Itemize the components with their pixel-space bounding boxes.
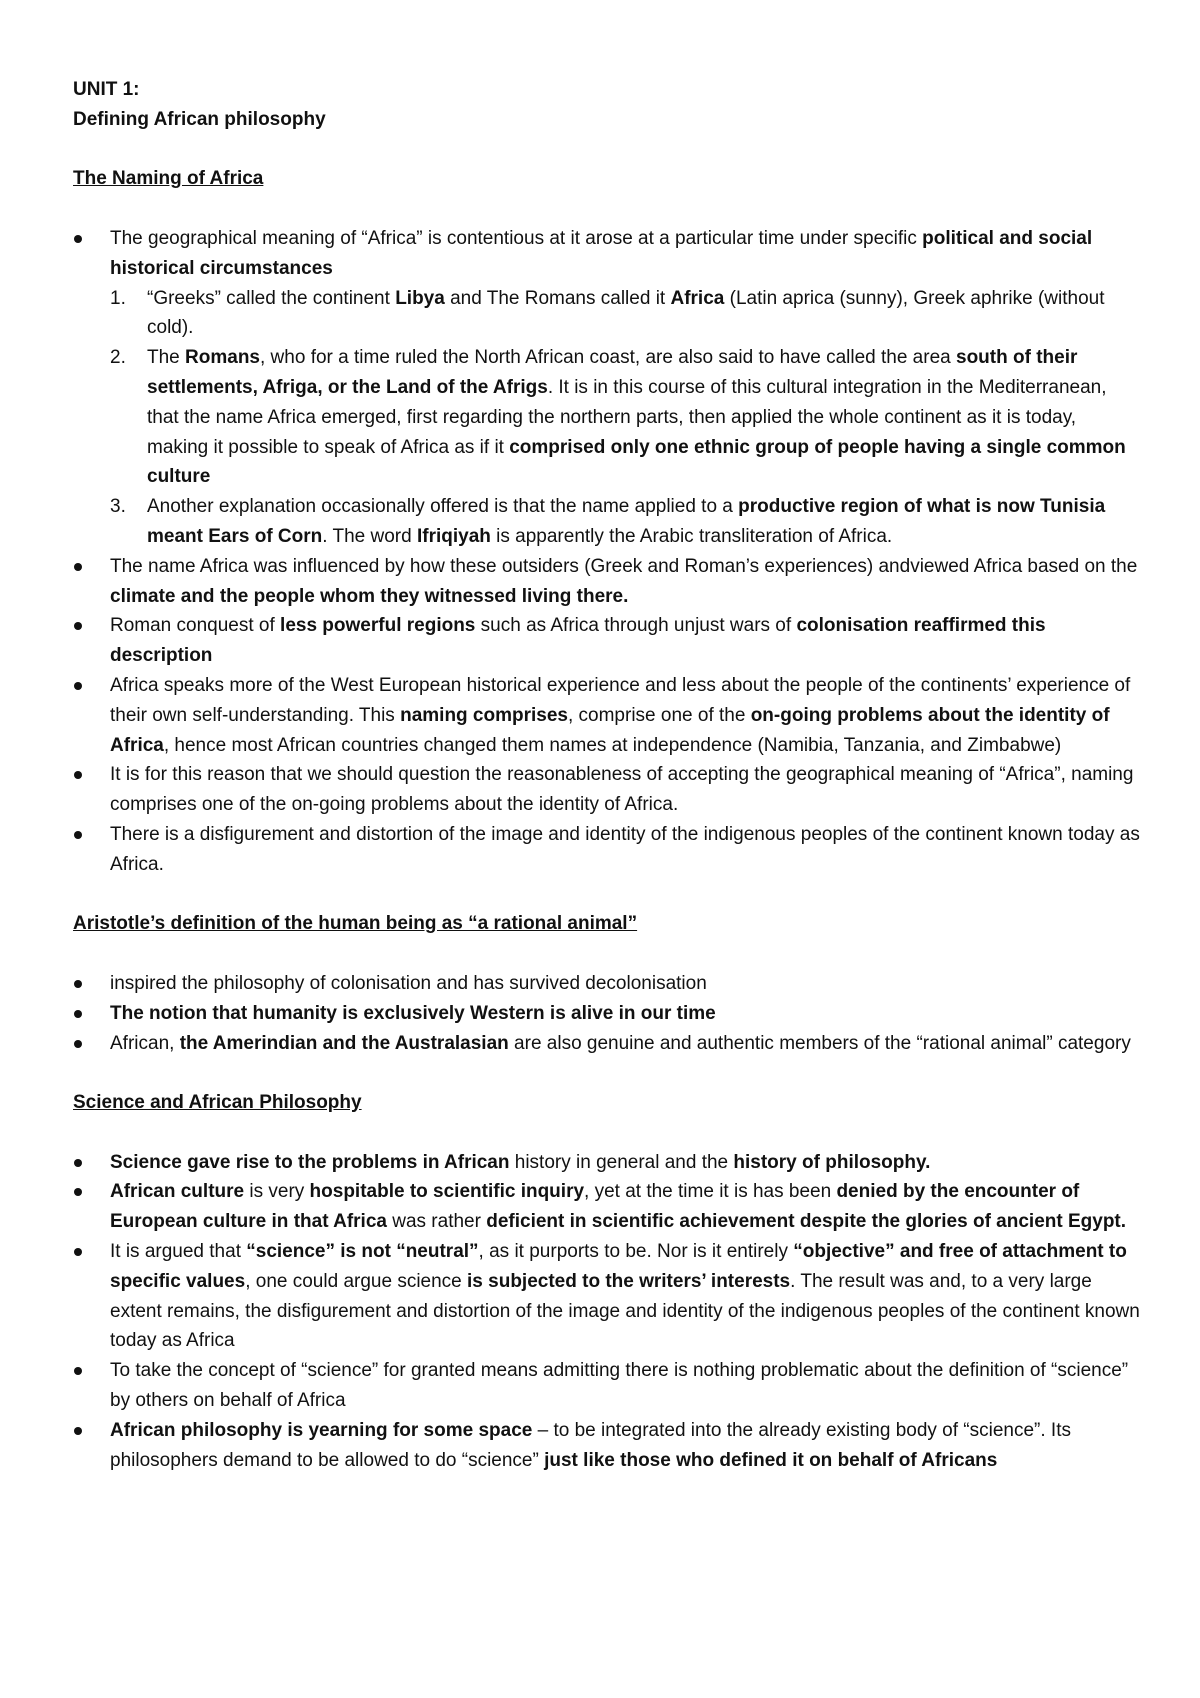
bullet-item (73, 969, 1140, 999)
text-run: are also genuine and authentic members of the “rational animal” category (508, 1032, 1131, 1054)
bold-text: south of their settlements, Afriga, or the Land of the Afrigs (147, 347, 1078, 398)
bold-text: “objective” and free of attachment to specific values (110, 1241, 1127, 1292)
numbered-item (110, 284, 1140, 344)
bullet-item (73, 224, 1140, 552)
text-run: is very (244, 1181, 310, 1203)
document-body (73, 164, 1140, 1475)
bold-text: political and social historical circumstances (110, 227, 1093, 279)
bullet-item (73, 1177, 1140, 1237)
text-run: (Latin aprica (sunny), Greek aphrike (without cold). (147, 287, 1105, 339)
text-run: It is for this reason that we should question the reasonableness of accepting the geographical meaning of “Africa”, naming comprises one of the on-going problems about the identity of Africa. (110, 764, 1134, 816)
bold-text: comprised only one ethnic group of people having a single common culture (147, 436, 1126, 488)
bold-text: naming comprises (400, 704, 568, 726)
bullet-item (73, 1416, 1140, 1476)
bold-text: Libya (395, 287, 445, 309)
bold-text: Romans (185, 347, 260, 369)
bold-text: Science gave rise to the problems in African (110, 1151, 510, 1173)
spacer (73, 1118, 1140, 1148)
spacer (73, 194, 1140, 224)
numbered-item (110, 343, 1140, 492)
bullet-list (73, 969, 1140, 1058)
bold-text: deficient in scientific achievement despite the glories of ancient Egypt. (486, 1211, 1127, 1233)
bullet-item (73, 1356, 1140, 1416)
bullet-item (73, 820, 1140, 880)
text-run: , as it purports to be. Nor is it entirely (478, 1241, 794, 1263)
text-run: , hence most African countries changed them names at independence (Namibia, Tanzania, and Zimbabwe) (163, 734, 1062, 756)
text-run: The (147, 347, 186, 369)
text-run: . The word (322, 525, 417, 547)
bold-text: is subjected to the writers’ interests (467, 1270, 791, 1292)
bullet-item (73, 552, 1140, 612)
bold-text: Ifriqiyah (416, 525, 491, 547)
text-run: such as Africa through unjust wars of (475, 615, 797, 637)
text-run: The name Africa was influenced by how these outsiders (Greek and Roman’s experiences) andviewed Africa based on the (110, 555, 1138, 577)
bold-text: climate and the people whom they witnessed living there. (110, 585, 629, 607)
bold-text: on-going problems about the identity of Africa (110, 704, 1110, 756)
text-run: . The result was and, to a very large extent remains, the disfigurement and distortion of the image and identity of the indigenous peoples of the continent known today as Africa (110, 1270, 1140, 1352)
spacer (73, 135, 1140, 165)
section-heading: Science and African Philosophy (73, 1092, 362, 1114)
bullet-item (73, 1148, 1140, 1178)
text-run: Another explanation occasionally offered is that the name applied to a (147, 496, 739, 518)
text-run: inspired the philosophy of colonisation and has survived decolonisation (110, 972, 707, 994)
bold-text: hospitable to scientific inquiry (309, 1181, 585, 1203)
bold-text: The notion that humanity is exclusively Western is alive in our time (110, 1002, 716, 1024)
spacer (73, 1058, 1140, 1088)
text-run: and The Romans called it (444, 287, 671, 309)
text-run: “Greeks” called the continent (147, 287, 396, 309)
section-heading: The Naming of Africa (73, 168, 264, 190)
text-run: was rather (386, 1211, 487, 1233)
numbered-item (110, 492, 1140, 552)
bold-text: productive region of what is now Tunisia meant Ears of Corn (147, 496, 1106, 547)
text-run: is apparently the Arabic transliteration of Africa. (490, 525, 893, 547)
text-run: , yet at the time it is has been (584, 1181, 837, 1203)
bullet-list (73, 224, 1140, 880)
bullet-item (73, 1029, 1140, 1059)
text-run: Roman conquest of (110, 615, 281, 637)
bullet-item (73, 999, 1140, 1029)
text-run: To take the concept of “science” for granted means admitting there is nothing problematic about the definition of “science” by others on behalf of Africa (110, 1360, 1129, 1412)
text-run: Africa speaks more of the West European historical experience and less about the people of the continents’ experience of their own self-understanding. This (110, 674, 1131, 726)
bold-text: “science” is not “neutral” (246, 1241, 479, 1263)
text-run: , comprise one of the (567, 704, 751, 726)
item-number: 1. (110, 287, 126, 309)
bold-text: colonisation reaffirmed this description (110, 615, 1046, 667)
bold-text: less powerful regions (280, 615, 476, 637)
bold-text: history of philosophy. (733, 1151, 931, 1173)
bullet-item (73, 760, 1140, 820)
bullet-list (73, 1148, 1140, 1476)
bold-text: African culture (110, 1181, 245, 1203)
text-run: , one could argue science (245, 1270, 468, 1292)
bold-text: Africa (670, 287, 725, 309)
text-run: . It is in this course of this cultural integration in the Mediterranean, that the name Africa emerged, first regarding the northern parts, then applied the whole continent as it is today, making it possible to speak of Africa as if it (147, 376, 1107, 458)
text-run: history in general and the (509, 1151, 734, 1173)
unit-label: UNIT 1: (73, 79, 140, 100)
text-run: – to be integrated into the already existing body of “science”. Its philosophers demand to be allowed to do “science” (110, 1419, 1071, 1471)
bold-text: African philosophy is yearning for some space (110, 1419, 533, 1441)
text-run: There is a disfigurement and distortion of the image and identity of the indigenous peoples of the continent known today as Africa. (110, 823, 1140, 875)
bold-text: the Amerindian and the Australasian (179, 1032, 509, 1054)
text-run: African, (110, 1032, 180, 1054)
page-title: Defining African philosophy (73, 108, 326, 130)
bullet-item (73, 671, 1140, 760)
text-run: It is argued that (110, 1241, 247, 1263)
item-number: 2. (110, 347, 126, 369)
item-number: 3. (110, 496, 126, 518)
bullet-item (73, 611, 1140, 671)
bold-text: just like those who defined it on behalf of Africans (544, 1449, 998, 1471)
spacer (73, 939, 1140, 969)
spacer (73, 880, 1140, 910)
numbered-list (110, 284, 1140, 552)
text-run: , who for a time ruled the North African coast, are also said to have called the area (260, 347, 956, 369)
section-heading: Aristotle’s definition of the human being as “a rational animal” (73, 913, 638, 935)
bullet-item (73, 1237, 1140, 1356)
bold-text: denied by the encounter of European culture in that Africa (110, 1181, 1080, 1233)
text-run: The geographical meaning of “Africa” is contentious at it arose at a particular time under specific (110, 227, 923, 249)
